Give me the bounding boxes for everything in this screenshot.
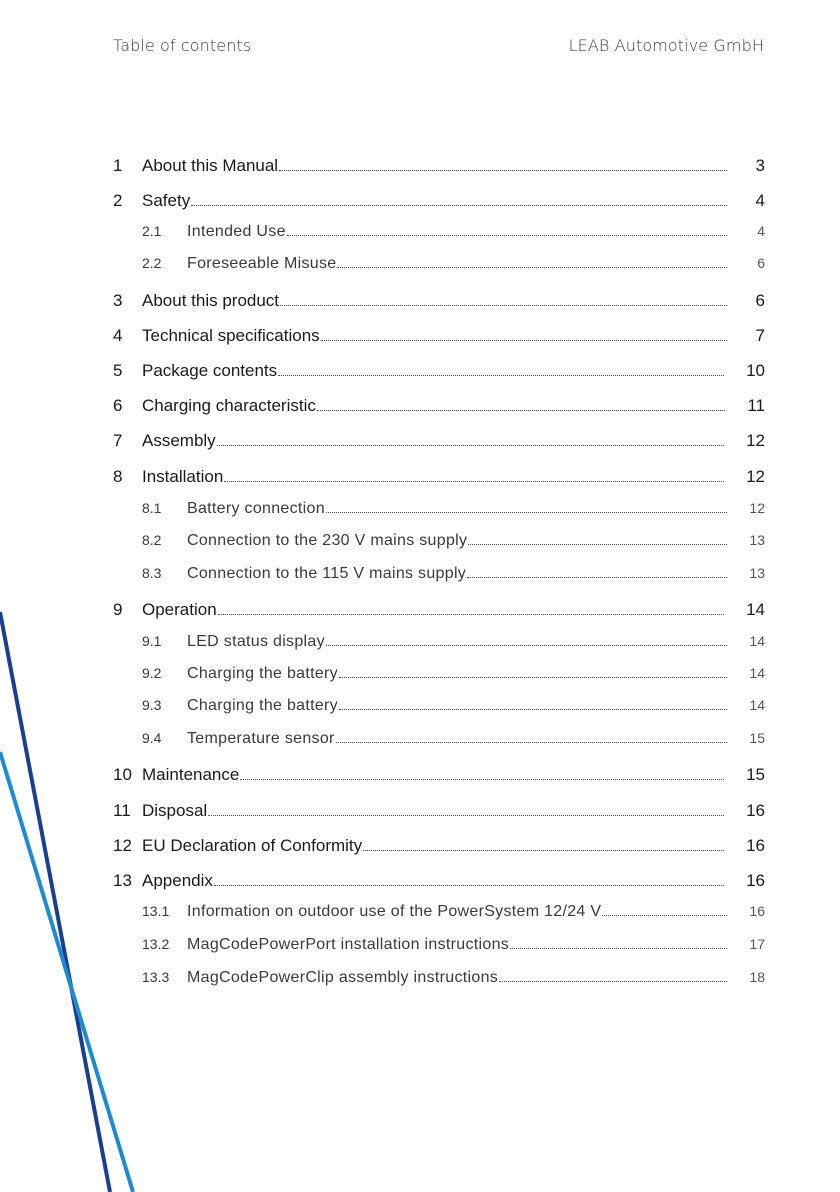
toc-page-number: 14 <box>749 633 765 649</box>
toc-entry-number: 9.2 <box>142 665 162 681</box>
toc-entry-number: 13.3 <box>142 969 170 985</box>
toc-entry-number: 5 <box>113 361 123 380</box>
toc-entry-number: 8.1 <box>142 500 162 516</box>
toc-page-number: 16 <box>746 801 765 820</box>
toc-page-number: 15 <box>749 730 765 746</box>
header-company-name: LEAB Automotive GmbH <box>568 36 764 55</box>
toc-entry-title: About this product <box>142 291 280 310</box>
toc-entry-title: Assembly <box>142 431 216 450</box>
toc-entry-number: 10 <box>113 765 132 784</box>
toc-entry-title: About this Manual <box>142 156 279 175</box>
toc-entry-title: Operation <box>142 600 217 619</box>
toc-entry-title: Package contents <box>142 361 278 380</box>
toc-entry-number: 7 <box>113 431 123 450</box>
toc-page-number: 16 <box>746 836 765 855</box>
toc-page-number: 14 <box>749 697 765 713</box>
toc-page-number: 4 <box>755 191 765 210</box>
toc-entry-title: Safety <box>142 191 191 210</box>
toc-page-number: 6 <box>755 291 765 310</box>
toc-page-number: 12 <box>749 500 765 516</box>
toc-page-number: 13 <box>749 532 765 548</box>
toc-entry-title: Installation <box>142 467 224 486</box>
toc-entry-number: 2.2 <box>142 255 162 271</box>
toc-entry-title: Battery connection <box>187 500 325 517</box>
toc-page-number: 16 <box>746 871 765 890</box>
toc-entry-number: 8.3 <box>142 565 162 581</box>
toc-page-number: 7 <box>755 326 765 345</box>
toc-entry-title: LED status display <box>187 633 325 650</box>
toc-entry-number: 3 <box>113 291 123 310</box>
toc-entry-number: 13.1 <box>142 903 170 919</box>
toc-entry-number: 8 <box>113 467 123 486</box>
toc-entry-title: Technical specifications <box>142 326 320 345</box>
stripe-light <box>0 752 133 1192</box>
toc-entry-title: MagCodePowerClip assembly instructions <box>187 969 499 986</box>
stripe-dark <box>0 612 110 1192</box>
toc-entry-number: 2.1 <box>142 223 162 239</box>
toc-page-number: 16 <box>749 903 765 919</box>
toc-page-number: 18 <box>749 969 765 985</box>
toc-entry-title: Charging the battery <box>187 665 338 682</box>
toc-entry-title: Maintenance <box>142 765 240 784</box>
toc-entry-title: EU Declaration of Conformity <box>142 836 363 855</box>
toc-entry-title: Connection to the 115 V mains supply <box>187 565 467 582</box>
toc-page-number: 13 <box>749 565 765 581</box>
toc-entry-number: 8.2 <box>142 532 162 548</box>
toc-entry-title: Appendix <box>142 871 213 890</box>
toc-page-number: 3 <box>755 156 765 175</box>
toc-page-number: 6 <box>757 255 765 271</box>
toc-entry-title: Charging characteristic <box>142 396 316 415</box>
header-section-title: Table of contents <box>113 36 252 55</box>
toc-entry-title: Temperature sensor <box>187 730 335 747</box>
toc-entry-title: MagCodePowerPort installation instructions <box>187 936 510 953</box>
toc-entry-title: Intended Use <box>187 223 286 240</box>
toc-entry-number: 6 <box>113 396 123 415</box>
toc-entry-number: 9 <box>113 600 123 619</box>
toc-page-number: 4 <box>757 223 765 239</box>
toc-page-number: 14 <box>746 600 765 619</box>
toc-page-number: 12 <box>746 431 765 450</box>
toc-entry-title: Connection to the 230 V mains supply <box>187 532 468 549</box>
toc-entry-title: Disposal <box>142 801 208 820</box>
toc-page-number: 17 <box>749 936 765 952</box>
toc-entry-number: 13.2 <box>142 936 170 952</box>
toc-entry-number: 9.1 <box>142 633 162 649</box>
toc-entry-title: Charging the battery <box>187 697 338 714</box>
toc-entry-number: 4 <box>113 326 123 345</box>
toc-page-number: 12 <box>746 467 765 486</box>
toc-entry-title: Foreseeable Misuse <box>187 255 337 272</box>
toc-entry-number: 1 <box>113 156 123 175</box>
toc-entry-number: 12 <box>113 836 132 855</box>
toc-page-number: 14 <box>749 665 765 681</box>
toc-entry-title: Information on outdoor use of the PowerSystem 12/24 V <box>187 903 602 920</box>
toc-entry-number: 2 <box>113 191 123 210</box>
toc-entry-number: 11 <box>113 801 131 820</box>
toc-entry-number: 13 <box>113 871 132 890</box>
toc-page-number: 11 <box>747 396 765 415</box>
toc-page-number: 15 <box>746 765 765 784</box>
toc-entry-number: 9.4 <box>142 730 162 746</box>
toc-entry-number: 9.3 <box>142 697 162 713</box>
toc-page-number: 10 <box>746 361 765 380</box>
